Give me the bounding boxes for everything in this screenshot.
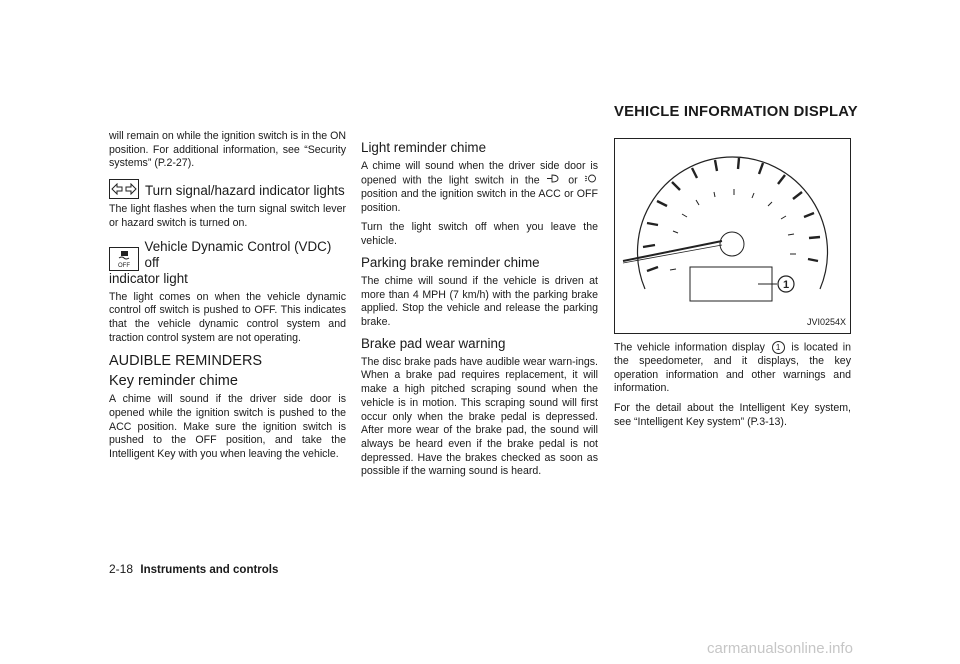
watermark: carmanualsonline.info	[707, 640, 853, 657]
turn-signal-heading-row	[109, 179, 346, 199]
light-reminder-text: A chime will sound when the driver side door is opened with the light switch in the or position and the ignition switch in the ACC or OFF position.	[361, 160, 598, 214]
light-reminder-text-2: Turn the light switch off when you leave the vehicle.	[361, 221, 598, 248]
parking-brake-heading: Parking brake reminder chime	[361, 254, 540, 270]
vdc-heading-row	[109, 239, 346, 271]
key-reminder-heading: Key reminder chime	[109, 373, 238, 390]
figure-label: JVI0254X	[806, 317, 846, 328]
vdc-heading: Vehicle Dynamic Control (VDC) off	[144, 238, 332, 270]
audible-reminders-heading: AUDIBLE REMINDERS	[109, 353, 263, 370]
key-reminder-text: A chime will sound if the driver side door is opened while the ignition switch is pushed to the ACC position. Make sure the ignition switch is pushed to the OFF position, and take the Intelligent Key with you when leaving the vehicle.	[109, 393, 346, 461]
vehicle-info-text: The vehicle information display 1 is located in the speedometer, and it displays, the key operation information and other warnings and information.	[614, 341, 851, 395]
intelligent-key-text: For the detail about the Intelligent Key system, see “Intelligent Key system” (P.3-13).	[614, 402, 851, 428]
section-title: VEHICLE INFORMATION DISPLAY	[614, 104, 858, 120]
headlight-icon	[546, 174, 562, 188]
vdc-off-icon	[109, 247, 139, 271]
vdc-heading-line2: indicator light	[109, 270, 188, 286]
page-number: 2-18	[109, 562, 134, 576]
column-2	[361, 140, 598, 485]
brake-pad-text: The disc brake pads have audible wear warn-ings. When a brake pad requires replacement, it will make a high pitched scraping sound when the vehicle is in motion. This scraping sound will first occur only when the brake pedal is depressed. After more wear of the brake pad, the sound will always be heard even if the brake pedal is not depressed. Have the brakes checked as soon as possible if the warning sound is heard.	[361, 355, 598, 478]
chapter-name: Instruments and controls	[140, 564, 279, 576]
column-3	[614, 130, 851, 436]
turn-signal-icon	[109, 179, 139, 199]
continuation-paragraph: will remain on while the ignition switch is in the ON position. For additional information, see “Security systems” (P.2-27).	[109, 130, 346, 170]
column-1	[109, 130, 346, 468]
callout-marker: 1	[772, 341, 785, 354]
parking-brake-text: The chime will sound if the vehicle is driven at more than 4 MPH (7 km/h) with the parking brake applied. Stop the vehicle and release the parking brake.	[361, 274, 598, 328]
speedometer-figure	[614, 138, 851, 334]
speedometer-illustration	[615, 139, 850, 333]
light-reminder-heading: Light reminder chime	[361, 140, 487, 155]
turn-signal-text: The light flashes when the turn signal switch lever or hazard switch is turned on.	[109, 203, 346, 229]
svg-text:OFF: OFF	[117, 262, 130, 269]
turn-signal-heading: Turn signal/hazard indicator lights	[145, 183, 345, 199]
brake-pad-heading: Brake pad wear warning	[361, 335, 506, 351]
position-light-icon	[584, 174, 598, 188]
vdc-text: The light comes on when the vehicle dynamic control off switch is pushed to OFF. This indicates that the vehicle dynamic control system and traction control system are not operating.	[109, 290, 346, 344]
callout-number: 1	[782, 279, 790, 291]
page-footer	[109, 562, 278, 576]
